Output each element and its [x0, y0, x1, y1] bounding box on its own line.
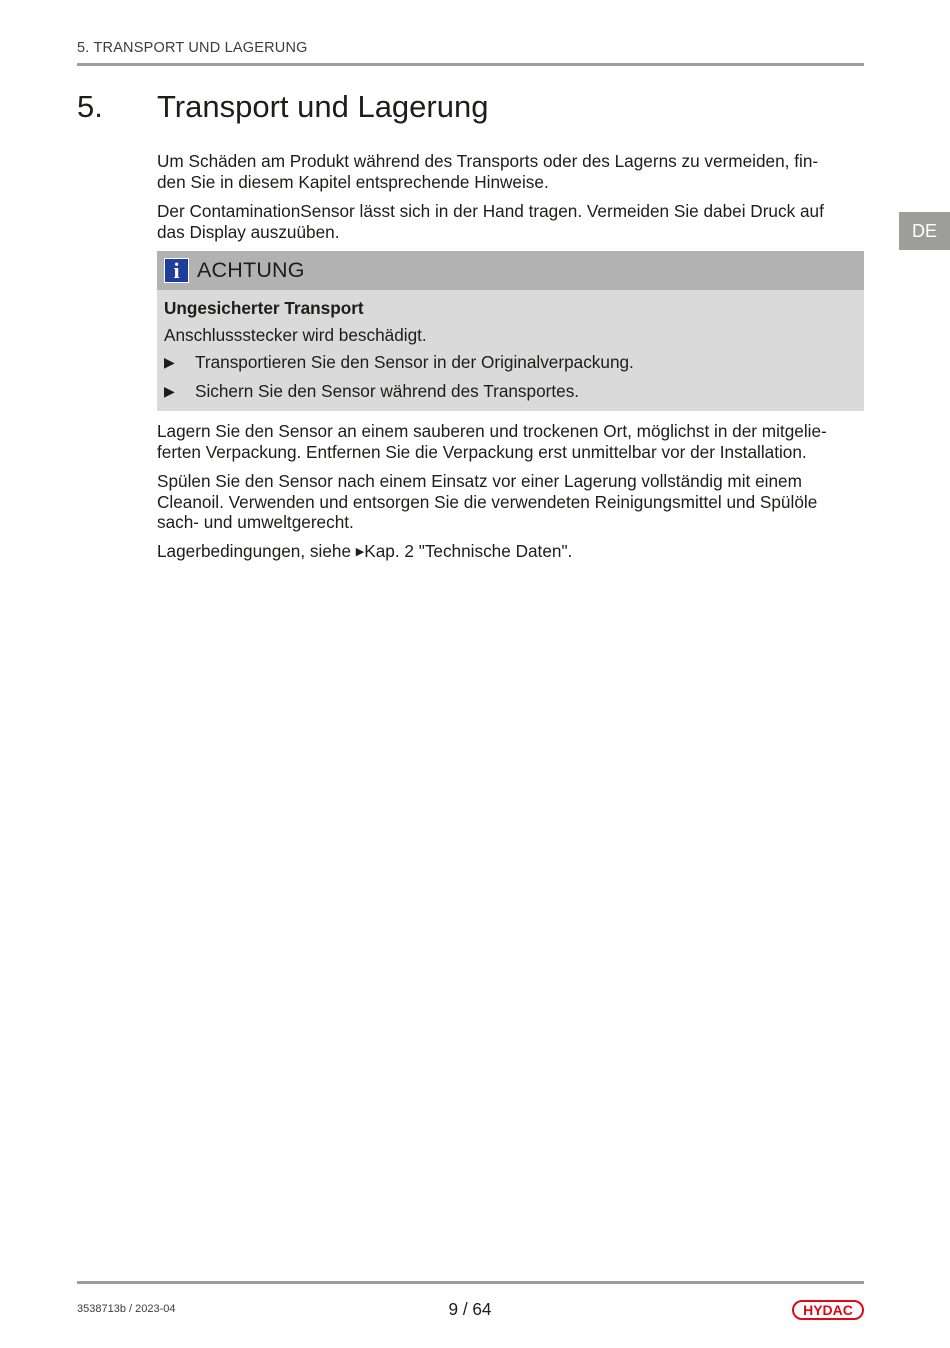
intro-paragraph: [157, 151, 865, 192]
text-line: Der ContaminationSensor lässt sich in der Hand tragen. Vermeiden Sie dabei Druck auf: [157, 201, 824, 221]
cross-reference-arrow-icon: ▶: [355, 546, 365, 558]
cleaning-paragraph: [157, 471, 865, 533]
footer-rule: [77, 1281, 864, 1284]
notice-subtitle: Ungesicherter Transport: [164, 298, 364, 318]
chapter-title: Transport und Lagerung: [157, 89, 489, 124]
info-icon: i: [164, 258, 189, 283]
text-line: Spülen Sie den Sensor nach einem Einsatz vor einer Lagerung vollständig mit einem: [157, 471, 802, 491]
running-header: 5. TRANSPORT UND LAGERUNG: [77, 40, 308, 56]
bullet-arrow-icon: ▶: [164, 383, 175, 399]
bullet-arrow-icon: ▶: [164, 354, 175, 370]
notice-action-item: [164, 381, 579, 402]
text-line: sach- und umweltgerecht.: [157, 512, 354, 532]
text-line: den Sie in diesem Kapitel entsprechende Hinweise.: [157, 171, 549, 192]
logo-text: HYDAC: [803, 1302, 853, 1318]
text-line: Lagern Sie den Sensor an einem sauberen und trockenen Ort, möglichst in der mitgelie-: [157, 421, 827, 441]
text-line: ferten Verpackung. Entfernen Sie die Verpackung erst unmittelbar vor der Installation.: [157, 441, 807, 462]
text-line: das Display auszuüben.: [157, 221, 340, 242]
hydac-logo: [792, 1300, 864, 1320]
storage-conditions-paragraph: [157, 541, 865, 563]
notice-header: [157, 251, 864, 290]
notice-title: ACHTUNG: [197, 258, 305, 282]
document-id: 3538713b / 2023-04: [77, 1303, 176, 1315]
text-line: Lagerbedingungen, siehe: [157, 541, 356, 561]
cross-reference-link[interactable]: Kap. 2 "Technische Daten".: [364, 541, 573, 561]
page-number: 9 / 64: [448, 1299, 492, 1319]
notice-action-text: Transportieren Sie den Sensor in der Originalverpackung.: [195, 352, 634, 372]
notice-consequence: Anschlussstecker wird beschädigt.: [164, 325, 427, 345]
language-tab[interactable]: DE: [899, 212, 950, 250]
chapter-number: 5.: [77, 89, 103, 124]
handling-paragraph: [157, 201, 865, 242]
notice-box: [157, 251, 864, 411]
notice-action-text: Sichern Sie den Sensor während des Transportes.: [195, 381, 580, 401]
header-rule: [77, 63, 864, 66]
notice-action-item: [164, 352, 634, 373]
storage-paragraph: [157, 421, 865, 462]
text-line: Cleanoil. Verwenden und entsorgen Sie die verwendeten Reinigungsmittel und Spülöle: [157, 491, 818, 512]
text-line: Um Schäden am Produkt während des Transports oder des Lagerns zu vermeiden, fin-: [157, 151, 819, 171]
